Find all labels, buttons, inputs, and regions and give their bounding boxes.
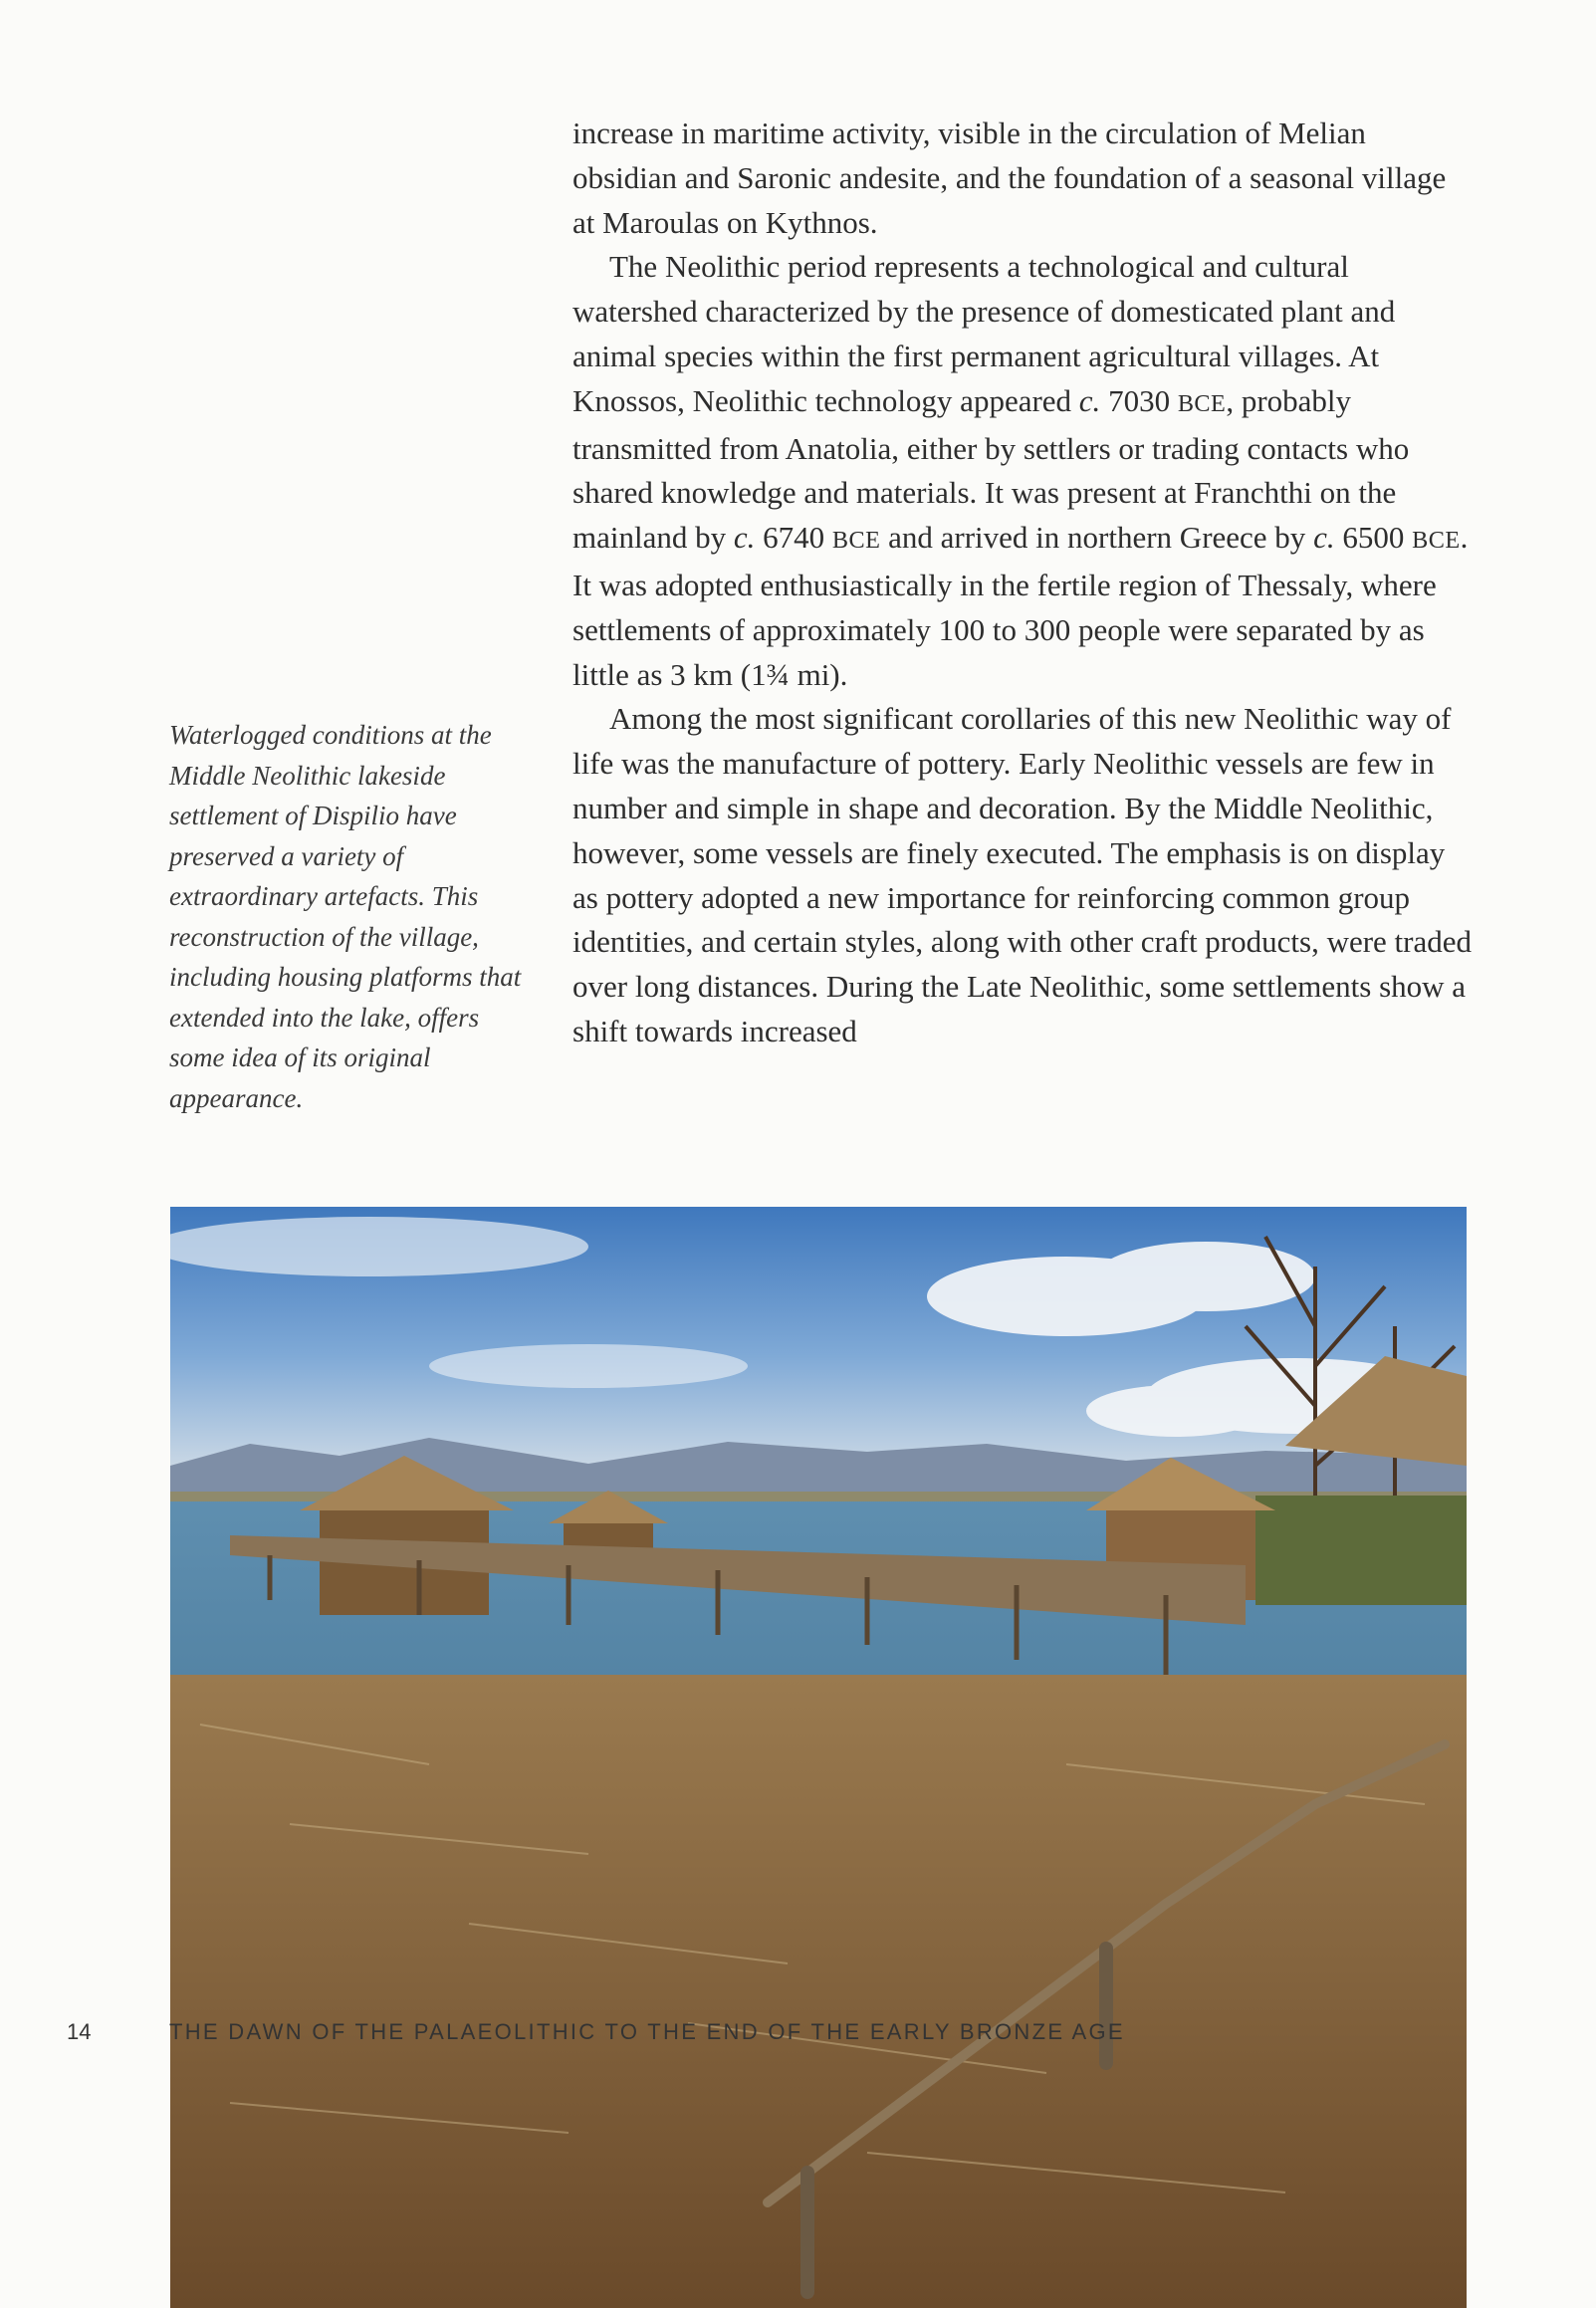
p2-text-4: . It was adopted enthusiastically in the fertile region of Thessaly, where settlements of approximately 100 to 300 people were separated by as little as 3 km (1¾ mi). [572,520,1469,692]
paragraph-3: Among the most significant corollaries of this new Neolithic way of life was the manufacture of pottery. Early Neolithic vessels are few in number and simple in shape and decoration. By the Middle Neolithic, however, some vessels are finely executed. The emphasis is on display as pottery adopted a new importance for reinforcing common group identities, and certain styles, along with other craft products, were traded over long distances. During the Late Neolithic, some settlements show a shift towards increased [572,701,1472,1048]
paragraph-2 [572,245,1474,697]
page-number: 14 [67,2019,92,2044]
p2-text-1: The Neolithic period represents a technological and cultural watershed characterized by the presence of domesticated plant and animal species within the first permanent agricultural villages. At Knossos, Neolithic technology appeared [572,249,1396,418]
era-1: BCE [1177,389,1227,417]
p2-text-3: and arrived in northern Greece by [880,520,1314,556]
paragraph-1: increase in maritime activity, visible in the circulation of Melian obsidian and Saronic andesite, and the foundation of a seasonal village at Maroulas on Kythnos. [572,115,1447,240]
p2-text-2: , probably transmitted from Anatolia, either by settlers or trading contacts who shared knowledge and materials. It was present at Franchthi on the mainland by [572,382,1410,556]
grass-shore [1255,1496,1467,1605]
running-head: THE DAWN OF THE PALAEOLITHIC TO THE END OF THE EARLY BRONZE AGE [169,2019,1125,2044]
date-1: 7030 [1100,382,1178,418]
era-2: BCE [831,527,881,555]
reed-bed [170,1675,1467,2308]
circa-3: c. [1313,520,1335,556]
lake-village-photo [170,1207,1467,2308]
date-2: 6740 [755,520,832,556]
era-3: BCE [1412,527,1461,555]
main-body-text [572,112,1474,1054]
date-3: 6500 [1334,520,1413,556]
circa-2: c. [733,520,756,556]
photo-caption: Waterlogged conditions at the Middle Neolithic lakeside settlement of Dispilio have preserved a variety of extraordinary artefacts. This reconstruction of the village, including housing platforms that extended into the lake, offers some idea of its original appearance. [169,720,522,1113]
circa-1: c. [1078,382,1101,418]
